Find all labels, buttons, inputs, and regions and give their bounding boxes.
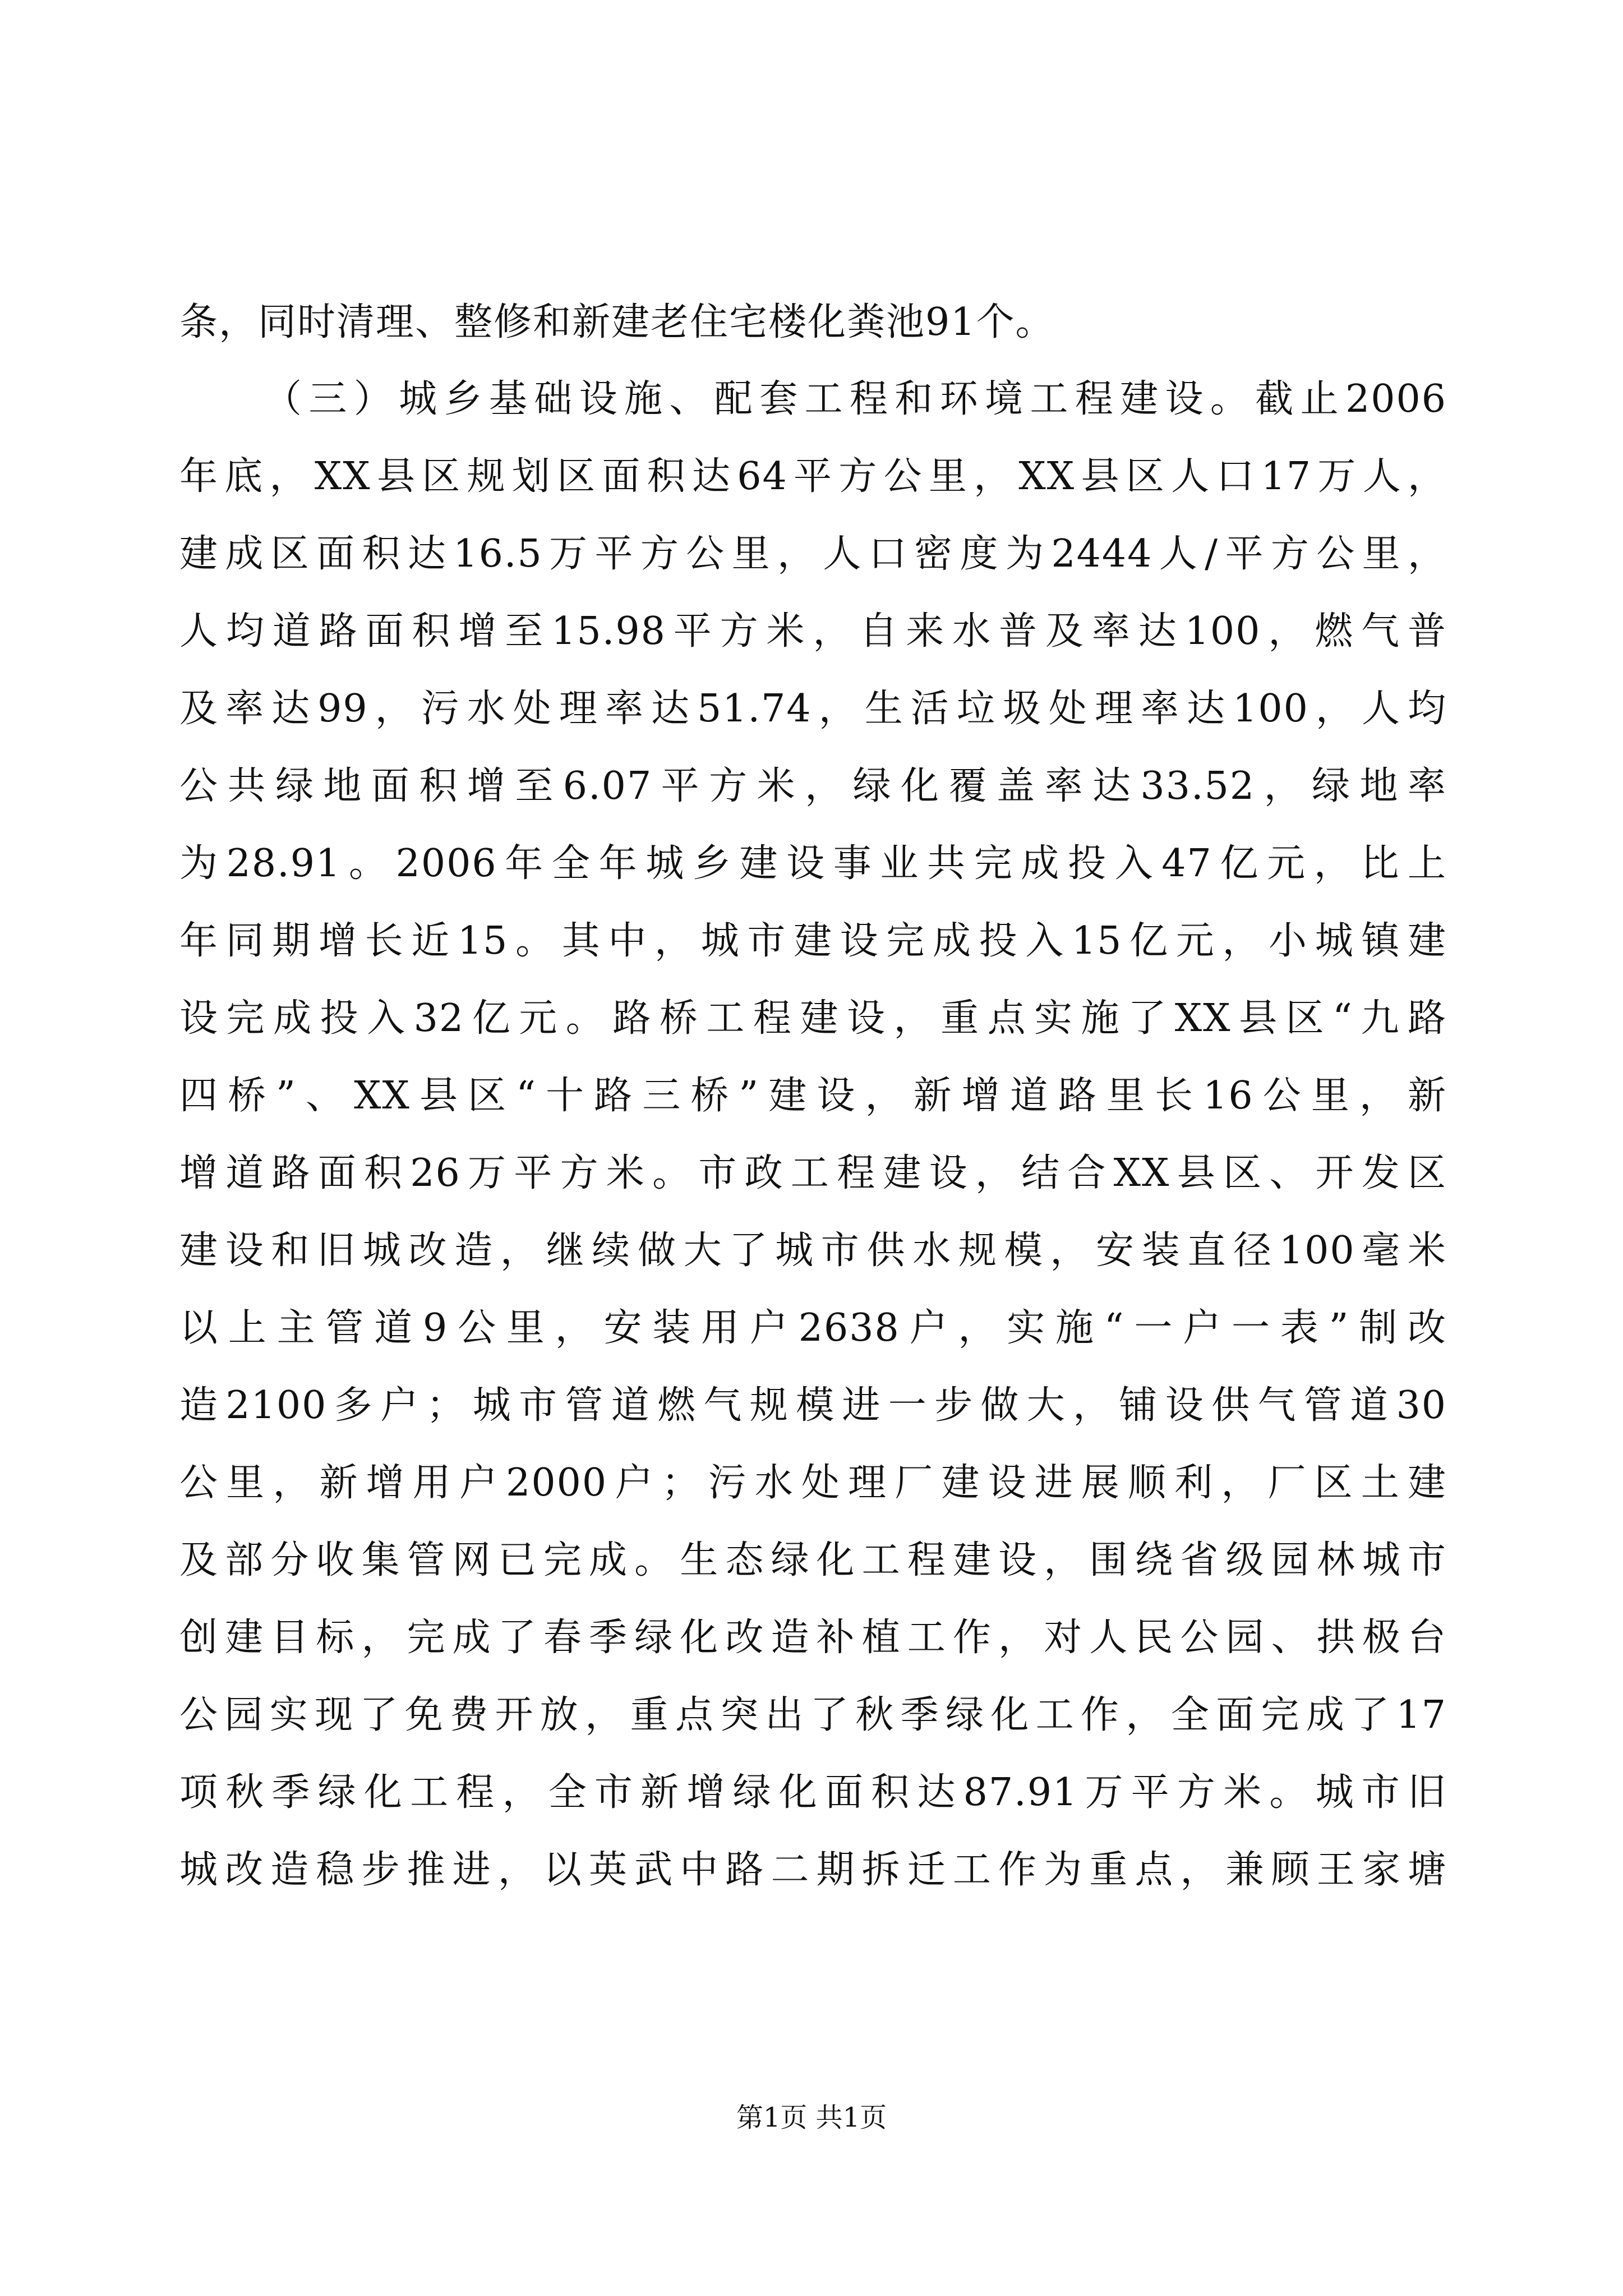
text-line: 以上主管道9公里，安装用户2638户，实施“一户一表”制改 [179,1306,1447,1350]
text-line: 及部分收集管网已完成。生态绿化工程建设，围绕省级园林城市 [179,1538,1447,1582]
text-line: 公园实现了免费开放，重点突出了秋季绿化工作，全面完成了17 [179,1693,1447,1737]
text-line: 为28.91。2006年全年城乡建设事业共完成投入47亿元，比上 [179,841,1447,886]
text-line: 公共绿地面积增至6.07平方米，绿化覆盖率达33.52，绿地率 [179,764,1447,808]
text-line: 造2100多户；城市管道燃气规模进一步做大，铺设供气管道30 [179,1383,1447,1428]
text-line: 设完成投入32亿元。路桥工程建设，重点实施了XX县区“九路 [179,996,1447,1041]
text-line: 及率达99，污水处理率达51.74，生活垃圾处理率达100，人均 [179,687,1447,731]
text-line: 项秋季绿化工程，全市新增绿化面积达87.91万平方米。城市旧 [179,1770,1447,1815]
page-footer: 第1页 共1页 [736,2102,887,2133]
text-line: 人均道路面积增至15.98平方米，自来水普及率达100，燃气普 [179,609,1447,654]
text-line: （三）城乡基础设施、配套工程和环境工程建设。截止2006 [264,377,1447,421]
text-line: 建设和旧城改造，继续做大了城市供水规模，安装直径100毫米 [179,1228,1447,1273]
text-line: 建成区面积达16.5万平方公里，人口密度为2444人/平方公里， [179,532,1447,576]
text-line: 年底，XX县区规划区面积达64平方公里，XX县区人口17万人， [179,454,1447,499]
text-line: 公里，新增用户2000户；污水处理厂建设进展顺利，厂区土建 [179,1461,1447,1505]
text-line: 四桥”、XX县区“十路三桥”建设，新增道路里长16公里，新 [179,1074,1447,1118]
text-line: 城改造稳步推进，以英武中路二期拆迁工作为重点，兼顾王家塘 [179,1848,1447,1892]
text-line: 增道路面积26万平方米。市政工程建设，结合XX县区、开发区 [179,1151,1447,1195]
text-line: 创建目标，完成了春季绿化改造补植工作，对人民公园、拱极台 [179,1616,1447,1660]
text-line: 条，同时清理、整修和新建老住宅楼化粪池91个。 [179,300,1055,344]
text-line: 年同期增长近15。其中，城市建设完成投入15亿元，小城镇建 [179,919,1447,963]
